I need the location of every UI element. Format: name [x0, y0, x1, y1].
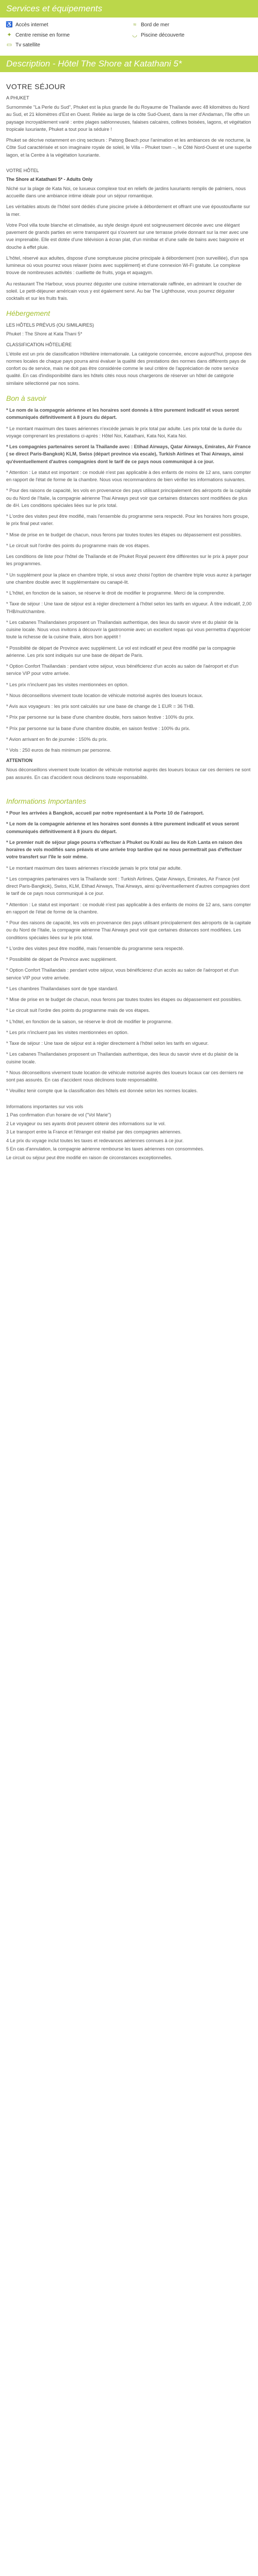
paragraph: * Le nom de la compagnie aérienne et les horaires sont donnés à titre purement indicatif et vous seront communiqués définitivement à 8 jours du départ. — [6, 408, 239, 420]
paragraph: * L'hôtel, en fonction de la saison, se réserve le droit de modifier le programme. — [6, 1019, 173, 1024]
paragraph: * Option Confort Thaïlandais : pendant votre séjour, vous bénéficierez d'un accès au salon de l'aéroport et d'un service VIP pour votre arrivée. — [6, 968, 238, 980]
paragraph: Surnommée "La Perle du Sud", Phuket est la plus grande île du Royaume de Thaïlande avec 48 kilomètres du Nord au Sud, et 21 kilomètres d'Est en Ouest. Reliée au large de la côte Sud-Ouest, dans la mer d'Andaman, l'île offre un paysage incroyablement varié : entre plages sablonneuses, falaises calcaires, collines boisées, lagons, et végétation tropicale luxuriante, Phuket a tout pour la séduire ! — [6, 105, 251, 132]
paragraph: * Option Confort Thaïlandais : pendant votre séjour, vous bénéficierez d'un accès au salon de l'aéroport et d'un service VIP pour votre arrivée. — [6, 664, 238, 676]
paragraph: * Prix par personne sur la base d'une chambre double, hors saison festive : 100% du prix. — [6, 715, 195, 720]
paragraph: * Mise de prise en te budget de chacun, nous ferons par toutes toutes les étapes ou dépassement est possibles. — [6, 997, 242, 1003]
paragraph: * Le premier nuit de séjour plage pourra s'effectuer à Phuket ou Krabi au lieu de Koh Lanta en raison des horaires de vols modifiés sans préavis et une arrivée trop tardive qui ne nous permettrait pas d'effectuer votre transfert sur l'île le soir même. — [6, 839, 243, 860]
service-item — [6, 32, 126, 40]
page — [0, 0, 258, 1178]
service-label: Piscine découverte — [141, 32, 185, 38]
services-header: Services et équipements — [0, 0, 258, 18]
list-item: Informations importantes sur vos vols — [6, 1104, 84, 1109]
service-item — [6, 22, 126, 29]
service-item — [6, 42, 126, 49]
service-label: Centre remise en forme — [15, 32, 70, 38]
paragraph: * Les compagnies partenaires vers la Thaïlande sont : Turkish Airlines, Qatar Airways, Emirates, Air France (vol direct Paris-Bangkok), Swiss, KLM, Etihad Airways, Thai Airways, ainsi qu'éventuellement d'autres compagnies dont le tarif de ce pays nous communiqué à ce jour. — [6, 876, 250, 896]
paragraph: * Le nom de la compagnie aérienne et les horaires sont donnés à titre purement indicatif et vous seront communiqués définitivement à 8 jours du départ. — [6, 821, 239, 834]
paragraph: Les véritables atouts de l'hôtel sont dédiés d'une piscine privée à débordement et offrant une vue époustouflante sur la mer. — [6, 204, 250, 217]
waves-icon: ≈ — [133, 22, 137, 28]
paragraph: * L'ordre des visites peut être modifié, mais l'ensemble du programme sera respecté. — [6, 945, 184, 951]
list-item: 4 Le prix du voyage inclut toutes les taxes et redevances aériennes connues à ce jour. — [6, 1138, 184, 1143]
paragraph: * Les prix n'incluent pas les visites mentionnées en option. — [6, 1029, 129, 1035]
list-item: 5 En cas d'annulation, la compagnie aérienne rembourse les taxes aériennes non consommées. — [6, 1146, 204, 1152]
paragraph: Les conditions de liste pour l'hôtel de Thaïlande et de Phuket Royal peuvent être différentes sur le prix à payer pour les programmes. — [6, 554, 249, 567]
paragraph: L'hôtel, réservé aux adultes, dispose d'une somptueuse piscine principale à débordement (non surveillée), d'un spa lumineux où vous pourrez vous relaxer (soins avec supplément) et d'une connexion Wi-Fi gratuite. Le complexe trouve de nombreuses activités : cuelliette de fruits, yoga et aquagym. — [6, 255, 248, 276]
paragraph: * Pour des raisons de capacité, les vols en provenance des pays utilisant principalement des aéroports de la capitale ou du Nord de l'Italie, la compagnie aérienne Thai Airways peut voir que certaines distances sont modifiées de plus de 4H. Les conditions spéciales liées sur le prix total. — [6, 488, 251, 508]
votre-sejour-title: VOTRE SÉJOUR — [6, 82, 66, 91]
paragraph: * Veuillez tenir compte que la classification des hôtels est donnée selon les normes locales. — [6, 1088, 198, 1094]
informations-title: Informations Importantes — [6, 796, 86, 805]
paragraph: * Les cabanes Thaïlandaises proposent un Thaïlandais authentique, des lieux du savoir vivre et du plaisir de la cuisine locale. Nous vous invitons à découvrir la gastronomie avec un excellent repas qui vous permettra d'apprécier toute la richesse de la cuisine thaïe, alors bon appétit ! — [6, 619, 251, 640]
service-label: Tv satellite — [15, 42, 40, 48]
list-item: 1 Pas confirmation d'un horaire de vol ("Vol Marie") — [6, 1112, 111, 1118]
paragraph: * Le montant maximum des taxes aériennes n'excède jamais le prix total par adulte. Les prix total de la durée du voyage comprenant les prestations ci-après : Hôtel Noi, Katathani, Kata Noi, Kata Noi. — [6, 426, 242, 438]
bon-a-savoir-title: Bon à savoir — [6, 394, 46, 402]
service-item — [132, 22, 252, 29]
paragraph: * Nous déconseillons vivement toute location de véhicule motorisé auprès des loueurs locaux car ces derniers ne sont pas assurés. En cas d'accident nous déclinons toute responsabilité. — [6, 1070, 244, 1083]
paragraph: * Taxe de séjour : Une taxe de séjour est à régler directement à l'hôtel selon les tarifs en vigueur. — [6, 1041, 209, 1046]
paragraph: * Attention : Le statut est important : ce modulé n'est pas applicable à des enfants de moins de 12 ans, sans compter en rapport de l'état de forme de la chambre. Nous vous recommandons de bien vérifier les informations suivantes. — [6, 469, 251, 483]
paragraph: * Avis aux voyageurs : les prix sont calculés sur une base de change de 1 EUR = 36 THB. — [6, 704, 195, 709]
paragraph: * Prix par personne sur la base d'une chambre double, en saison festive : 100% du prix. — [6, 725, 190, 731]
service-label: Accès internet — [15, 22, 49, 28]
service-item — [132, 32, 252, 40]
paragraph: L'étoile est un prix de classification Hôtelière internationale. La catégorie concernée, encore aujourd'hui, propose des normes locales de chaque pays pourra ainsi évaluer la qualité des prestations des normes dans différents pays de confort ou de service, mais ne doit pas être considérée comme le seul critère de l'appréciation de notre service qualité. En cas d'indisponibilité dans les hôtels cités nous nous chargerons de réserver un hôtel de catégorie similaire sélectionné par nos soins. — [6, 351, 252, 386]
paragraph: * Un supplément pour la place en chambre triple, si vous avez choisi l'option de chambre triple vous aurez à partager une chambre double avec lit supplémentaire ou canapé-lit. — [6, 572, 252, 585]
list-item: Le circuit ou séjour peut être modifié en raison de circonstances exceptionnelles. — [6, 1155, 172, 1160]
paragraph: VOTRE HÔTEL — [6, 167, 39, 173]
paragraph: CLASSIFICATION HÔTELIÈRE — [6, 342, 72, 347]
paragraph: * Les cabanes Thaïlandaises proposent un Thaïlandais authentique, des lieux du savoir vivre et du plaisir de la cuisine locale. — [6, 1052, 238, 1064]
paragraph: * Nous déconseillons vivement toute location de véhicule motorisé auprès des loueurs locaux. — [6, 692, 203, 698]
list-item: 2 Le voyageur ou ses ayants droit peuvent obtenir des informations sur le vol. — [6, 1121, 166, 1126]
paragraph: * L'hôtel, en fonction de la saison, se réserve le droit de modifier le programme. Merci de la comprendre. — [6, 590, 225, 596]
paragraph: * Avion arrivant en fin de journée : 150% du prix. — [6, 736, 108, 742]
paragraph: * L'ordre des visites peut être modifié, mais l'ensemble du programme sera respecté. Pour les horaires hors groupe, le prix final peut varier. — [6, 514, 249, 527]
service-label: Bord de mer — [141, 22, 170, 28]
paragraph: * Attention : Le statut est important : ce modulé n'est pas applicable à des enfants de moins de 12 ans, sans compter en rapport de l'état de forme de la chambre. — [6, 902, 251, 914]
attention-title: ATTENTION — [6, 758, 33, 764]
paragraph: Votre Pool villa toute blanche et climatisée, au style design épuré est soigneusement décorée avec une élégant pavement de grands parties en verre transparent qui s'ouvrent sur une terrasse privée donnant sur la mer avec une vue imprenable. Elle est dotée d'une télévision à écran plat, d'un minibar et d'une salle de bains avec baignoire et douche à effet pluie. — [6, 222, 249, 250]
hebergement-title: Hébergement — [6, 309, 50, 318]
paragraph: Nous déconseillons vivement toute location de véhicule motorisé auprès des loueurs locaux car ces derniers ne sont pas assurés. En cas d'accident nous déclinons toute responsabilité. — [6, 767, 251, 780]
wheelchair-icon: ♿ — [6, 22, 13, 28]
paragraph: The Shore at Katathani 5* - Adults Only — [6, 176, 93, 182]
paragraph: * Les chambres Thaïlandaises sont de type standard. — [6, 986, 118, 991]
paragraph: * Vols : 250 euros de frais minimum par personne. — [6, 748, 111, 753]
list-item: 3 Le transport entre la France et l'étranger est réalisé par des compagnies aériennes. — [6, 1129, 182, 1135]
paragraph: * Le circuit suit l'ordre des points du programme mais de vos étapes. — [6, 543, 150, 548]
paragraph: * Mise de prise en te budget de chacun, nous ferons par toutes toutes les étapes ou dépassement est possibles. — [6, 532, 242, 537]
paragraph: * Possibilité de départ de Province avec supplément. Le vol est indicatif et peut être modifié par la compagnie aérienne. Les prix sont indiqués sur une base de départ de Paris. — [6, 645, 236, 658]
paragraph: * Pour les arrivées à Bangkok, accueil par notre représentant à la Porte 10 de l'aéroport. — [6, 810, 204, 816]
paragraph: * Le montant maximum des taxes aériennes n'excède jamais le prix total par adulte. — [6, 865, 182, 871]
paragraph: * Le circuit suit l'ordre des points du programme mais de vos étapes. — [6, 1008, 150, 1013]
paragraph: * Taxe de séjour : Une taxe de séjour est à régler directement à l'hôtel selon les tarifs en vigueur. À titre indicatif, 2,00 THB/nuit/chambre. — [6, 601, 252, 614]
paragraph: A PHUKET — [6, 95, 29, 101]
paragraph: LES HÔTELS PRÉVUS (OU SIMILAIRES) — [6, 322, 94, 328]
paragraph: Niché sur la plage de Kata Noi, ce luxueux complexe tout en reliefs de jardins luxuriants remplis de palmiers, nous accueille dans une ambiance intime idéale pour un séjour romantique. — [6, 185, 246, 198]
paragraph: Phuket : The Shore at Kata Thani 5* — [6, 331, 83, 337]
tv-icon: ▭ — [6, 42, 12, 48]
pool-icon: ◡ — [132, 31, 137, 38]
dumbbell-icon: ✦ — [7, 31, 12, 38]
paragraph: * Les compagnies partenaires seront la Thaïlande avec : Etihad Airways, Qatar Airways, Emirates, Air France ( se direct Paris-Bangkok) KLM, Swiss (départ province via escale), Turkish Airlines et Thai Airways, ainsi qu'éventuellement d'autres compagnies dont le tarif de ce pays nous communiqué à ce jour. — [6, 444, 251, 464]
description-header: Description - Hôtel The Shore at Katathani 5* — [0, 56, 258, 72]
services-list — [0, 18, 258, 54]
description-content — [0, 72, 258, 1168]
paragraph: * Pour des raisons de capacité, les vols en provenance des pays utilisant principalement des aéroports de la capitale ou du Nord de l'Italie, la compagnie aérienne Thai Airways peut voir que certaines distances sont modifiées. Les conditions spéciales liées sur le prix total. — [6, 920, 251, 940]
paragraph: Au restaurant The Harbour, vous pourrez déguster une cuisine internationale raffinée, en admirant le coucher de soleil. Le petit-déjeuner américain vous y est également servi. Au bar The Lighthouse, vous pourrez déguster cocktails et sur les fruits frais. — [6, 281, 242, 301]
paragraph: Phuket se décrive notamment en cinq secteurs : Patong Beach pour l'animation et les ambiances de vie nocturne, la Côte Sud caractérisée et son imaginaire royale de soleil, le Villa – Phuket town –, le Côté Nord-Ouest et une superbe lagon, et la Centre à la végétation luxuriante. — [6, 138, 252, 158]
paragraph: * Les prix n'incluent pas les visites mentionnées en option. — [6, 682, 129, 687]
paragraph: * Possibilité de départ de Province avec supplément. — [6, 957, 117, 962]
